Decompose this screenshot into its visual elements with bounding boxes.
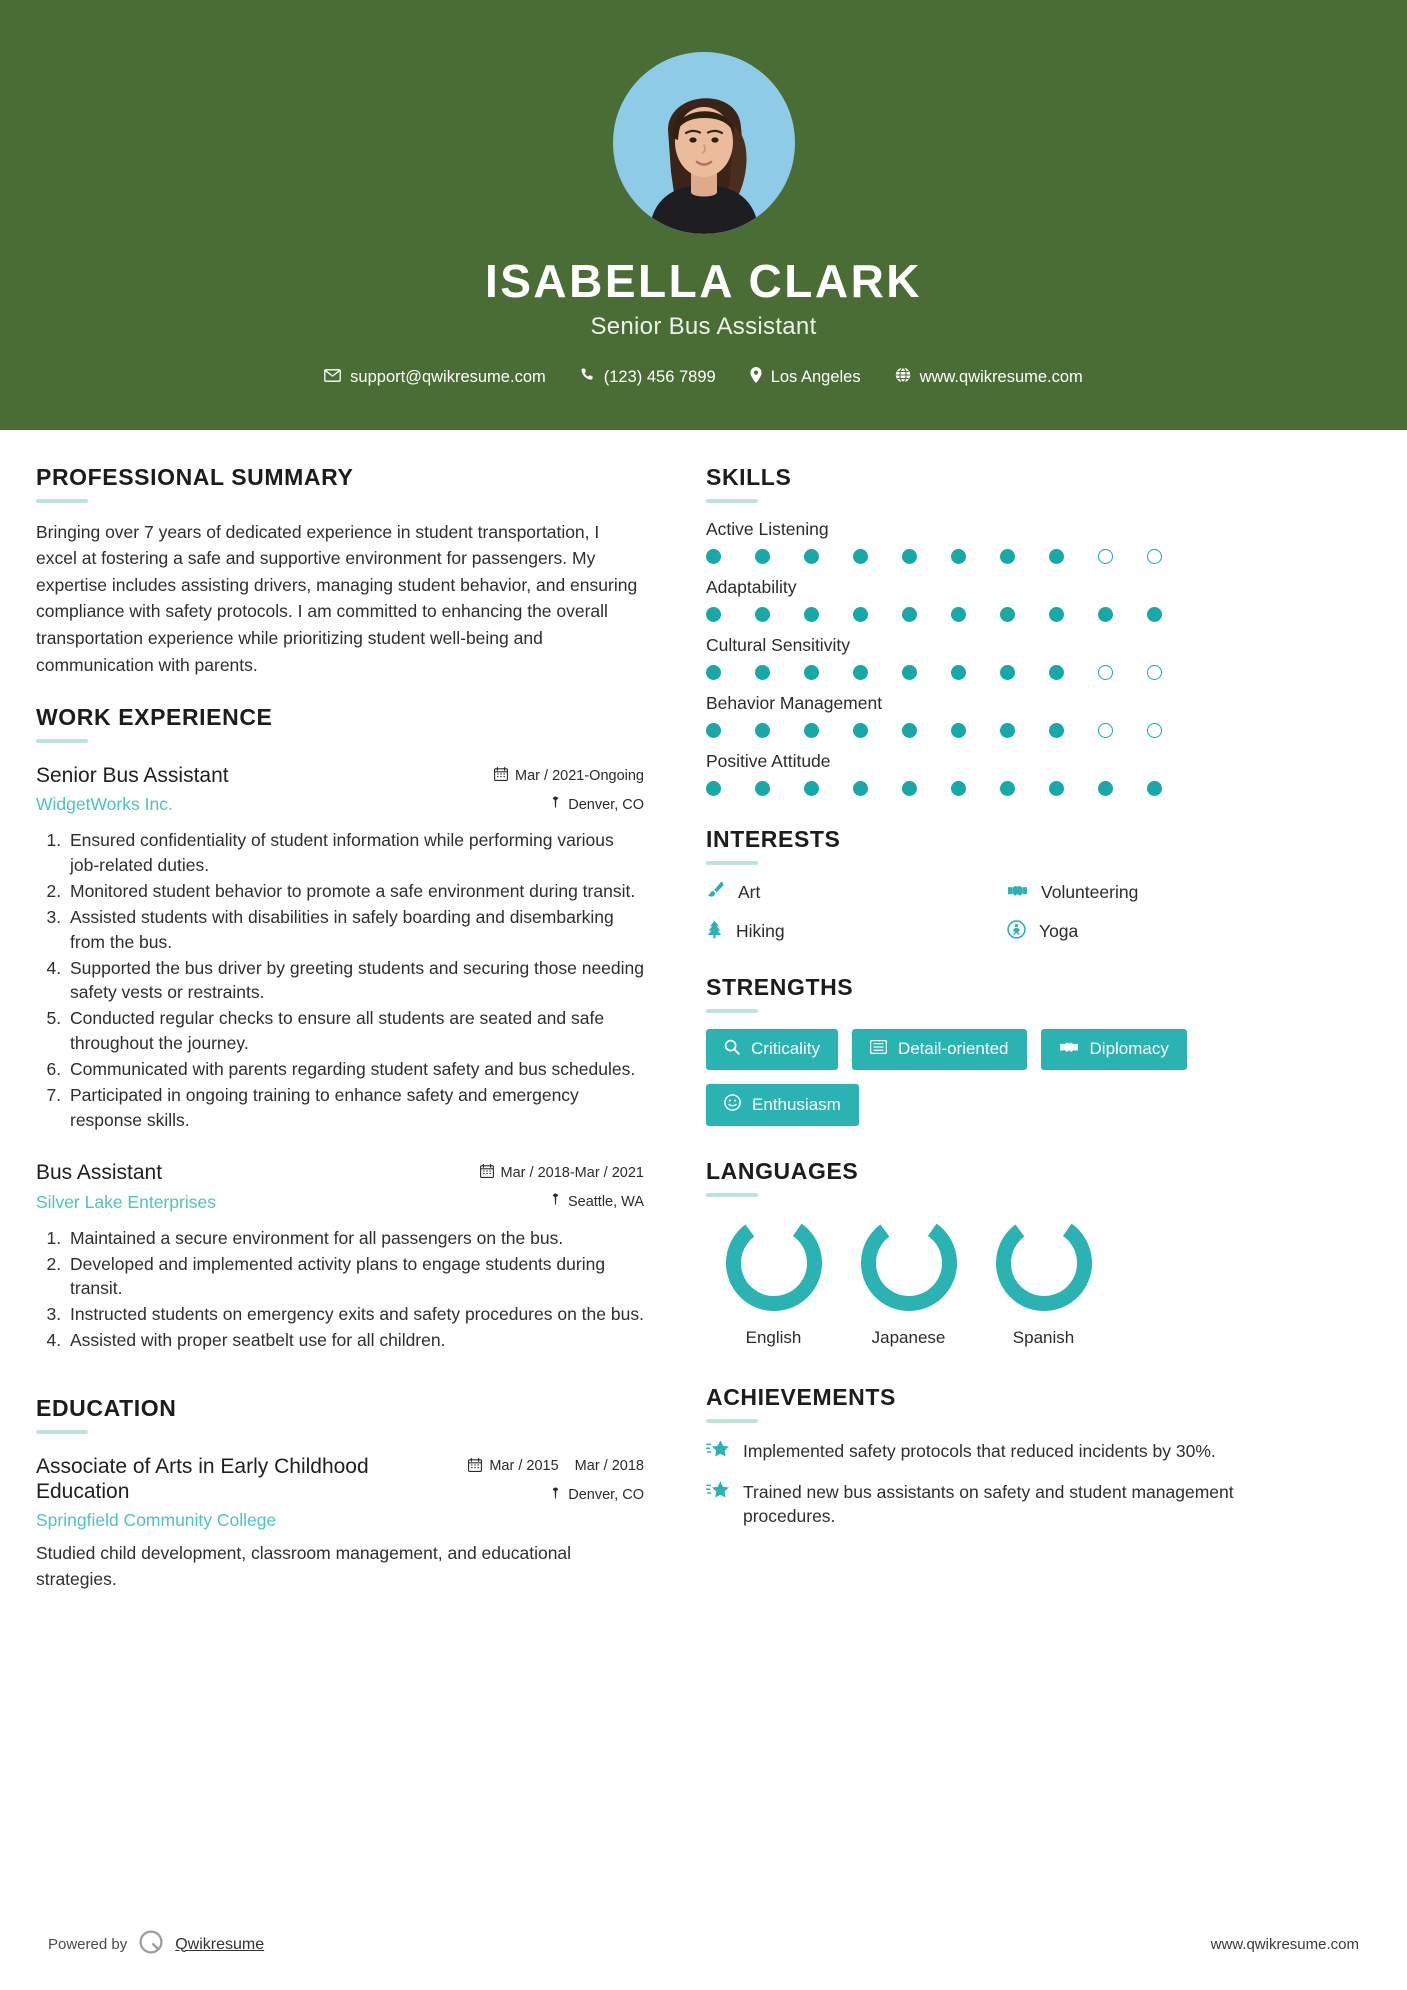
work-entry-meta <box>480 1160 644 1210</box>
section-strengths <box>706 974 1298 1126</box>
strength-label: Diplomacy <box>1089 1039 1169 1059</box>
education-dates <box>468 1458 644 1476</box>
rating-dot-filled <box>1147 607 1162 622</box>
brand-name[interactable]: Qwikresume <box>175 1935 265 1953</box>
map-pin-icon <box>550 1487 561 1504</box>
handshake-icon <box>1059 1039 1079 1060</box>
achievement-text: Trained new bus assistants on safety and student management procedures. <box>743 1481 1234 1527</box>
rating-dot-empty <box>1098 549 1113 564</box>
work-bullet: 2. Monitored student behavior to promote a safe environment during transit. <box>66 879 644 904</box>
yoga-icon <box>1007 920 1026 944</box>
education-school: Springfield Community College <box>36 1510 277 1531</box>
rating-dot-filled <box>853 723 868 738</box>
work-location-text: Seattle, WA <box>567 1193 644 1210</box>
skill-rating <box>706 781 1298 796</box>
work-dates-text: Mar / 2018-Mar / 2021 <box>500 1165 644 1182</box>
star-icon <box>706 1439 730 1466</box>
rating-dot-filled <box>902 607 917 622</box>
section-rule <box>36 739 88 743</box>
handshake-icon <box>1007 882 1028 904</box>
work-bullet: 5. Conducted regular checks to ensure all students are seated and safe throughout the journey. <box>66 1006 644 1056</box>
rating-dot-filled <box>951 723 966 738</box>
education-location-text: Denver, CO <box>568 1487 644 1504</box>
section-heading: INTERESTS <box>706 825 841 852</box>
rating-dot-filled <box>804 607 819 622</box>
skill-rating <box>706 665 1298 680</box>
footer-url[interactable]: www.qwikresume.com <box>1210 1936 1359 1953</box>
rating-dot-filled <box>1098 607 1113 622</box>
skill-label: Positive Attitude <box>706 750 831 771</box>
section-rule <box>706 1193 758 1197</box>
interest-item <box>706 881 997 905</box>
contact-email[interactable] <box>307 368 563 387</box>
work-dates <box>494 767 644 785</box>
rating-dot-filled <box>853 781 868 796</box>
footer <box>0 1929 1407 1960</box>
rating-dot-filled <box>853 665 868 680</box>
avatar-photo <box>613 52 795 234</box>
work-entry <box>36 763 644 1132</box>
work-bullet: 2. Developed and implemented activity plans to engage students during transit. <box>66 1252 644 1302</box>
contact-website-text: www.qwikresume.com <box>919 367 1083 386</box>
language-label: Japanese <box>871 1327 946 1347</box>
work-org: WidgetWorks Inc. <box>36 794 173 815</box>
rating-dot-empty <box>1098 665 1113 680</box>
rating-dot-filled <box>706 723 721 738</box>
work-role: Senior Bus Assistant <box>36 764 229 788</box>
footer-brand-group <box>48 1929 264 1960</box>
work-bullet: 4. Assisted with proper seatbelt use for all children. <box>66 1328 644 1353</box>
rating-dot-filled <box>1049 665 1064 680</box>
rating-dot-filled <box>804 665 819 680</box>
interest-item <box>1007 881 1298 905</box>
work-bullet: 1. Ensured confidentiality of student information while performing various job-related duties. <box>66 828 644 878</box>
location-pin-icon <box>750 367 762 388</box>
rating-dot-empty <box>1098 723 1113 738</box>
achievement-item <box>706 1480 1298 1530</box>
work-bullets <box>36 828 644 1132</box>
section-interests <box>706 826 1298 944</box>
rating-dot-filled <box>951 781 966 796</box>
globe-icon <box>895 367 911 388</box>
skill-item <box>706 751 1298 796</box>
interest-label: Art <box>738 882 761 903</box>
section-achievements <box>706 1384 1298 1530</box>
rating-dot-filled <box>1098 781 1113 796</box>
education-entry-titles <box>36 1454 468 1531</box>
education-entry <box>36 1454 644 1592</box>
work-location-text: Denver, CO <box>568 796 644 813</box>
work-entry-meta <box>494 763 644 813</box>
rating-dot-filled <box>706 781 721 796</box>
resume-header <box>0 0 1407 430</box>
rating-dot-filled <box>804 781 819 796</box>
rating-dot-filled <box>1000 607 1015 622</box>
education-entry-head <box>36 1454 644 1531</box>
section-heading: SKILLS <box>706 463 792 490</box>
work-bullet: 7. Participated in ongoing training to enhance safety and emergency response skills. <box>66 1083 644 1133</box>
rating-dot-filled <box>755 607 770 622</box>
star-icon <box>706 1480 730 1507</box>
work-bullets <box>36 1226 644 1353</box>
education-date-range <box>489 1458 644 1475</box>
work-bullet: 3. Instructed students on emergency exits and safety procedures on the bus. <box>66 1302 644 1327</box>
section-rule <box>706 1419 758 1423</box>
language-donut <box>726 1215 822 1311</box>
rating-dot-empty <box>1147 549 1162 564</box>
contact-phone[interactable] <box>563 367 733 387</box>
section-heading: STRENGTHS <box>706 973 854 1000</box>
section-rule <box>706 861 758 865</box>
language-item <box>706 1215 841 1348</box>
rating-dot-filled <box>804 549 819 564</box>
skill-item <box>706 519 1298 564</box>
rating-dot-filled <box>755 781 770 796</box>
work-entry-titles <box>36 763 494 815</box>
work-entry-head <box>36 763 644 815</box>
contact-website[interactable] <box>878 367 1100 388</box>
rating-dot-filled <box>1147 781 1162 796</box>
contact-location[interactable] <box>733 367 878 388</box>
strength-label: Enthusiasm <box>752 1094 841 1114</box>
skill-item <box>706 577 1298 622</box>
section-heading: ACHIEVEMENTS <box>706 1383 896 1410</box>
strength-chip-enthusiasm[interactable] <box>706 1084 859 1126</box>
strength-chip-detail-oriented[interactable] <box>852 1029 1027 1070</box>
right-column <box>678 464 1298 1556</box>
language-item <box>976 1215 1111 1348</box>
contact-row <box>0 367 1407 388</box>
contact-email-text: support@qwikresume.com <box>350 367 546 386</box>
rating-dot-filled <box>1049 781 1064 796</box>
rating-dot-filled <box>1000 723 1015 738</box>
section-professional-summary <box>36 464 644 679</box>
page-title: ISABELLA CLARK <box>484 255 923 307</box>
rating-dot-empty <box>1147 665 1162 680</box>
phone-icon <box>580 367 595 387</box>
education-location <box>468 1487 644 1504</box>
languages-list <box>706 1215 1298 1348</box>
strength-chip-diplomacy[interactable] <box>1041 1029 1187 1070</box>
interests-grid <box>706 881 1298 944</box>
qwikresume-logo-icon <box>138 1929 164 1960</box>
list-icon <box>870 1039 887 1059</box>
rating-dot-filled <box>902 665 917 680</box>
work-dates-text: Mar / 2021-Ongoing <box>515 768 644 785</box>
rating-dot-filled <box>951 665 966 680</box>
contact-location-text: Los Angeles <box>770 367 861 386</box>
interest-item <box>706 920 997 944</box>
language-item <box>841 1215 976 1348</box>
powered-by-label: Powered by <box>48 1936 128 1953</box>
section-work-experience <box>36 704 644 1353</box>
skill-item <box>706 635 1298 680</box>
work-location <box>494 796 644 813</box>
work-role: Bus Assistant <box>36 1161 163 1185</box>
strength-label: Detail-oriented <box>897 1039 1009 1059</box>
left-column <box>36 464 644 1618</box>
job-title: Senior Bus Assistant <box>590 312 817 340</box>
language-label: English <box>745 1327 802 1347</box>
paintbrush-icon <box>706 881 725 905</box>
language-donut <box>996 1215 1092 1311</box>
section-rule <box>36 1430 88 1434</box>
rating-dot-filled <box>902 549 917 564</box>
skill-label: Active Listening <box>706 518 829 539</box>
rating-dot-filled <box>1000 665 1015 680</box>
skill-rating <box>706 723 1298 738</box>
skill-label: Cultural Sensitivity <box>706 634 850 655</box>
skill-item <box>706 693 1298 738</box>
contact-phone-text: (123) 456 7899 <box>603 367 716 386</box>
education-entry-meta <box>468 1454 644 1504</box>
rating-dot-filled <box>853 549 868 564</box>
rating-dot-filled <box>706 665 721 680</box>
work-bullet: 6. Communicated with parents regarding student safety and bus schedules. <box>66 1057 644 1082</box>
education-date-start: Mar / 2015 <box>489 1458 559 1475</box>
work-bullet: 3. Assisted students with disabilities in safely boarding and disembarking from the bus. <box>66 905 644 955</box>
rating-dot-filled <box>1049 607 1064 622</box>
language-label: Spanish <box>1012 1327 1075 1347</box>
rating-dot-filled <box>755 549 770 564</box>
search-icon <box>724 1039 740 1060</box>
skill-label: Adaptability <box>706 576 797 597</box>
rating-dot-filled <box>1049 723 1064 738</box>
rating-dot-filled <box>706 607 721 622</box>
section-heading: EDUCATION <box>36 1394 177 1421</box>
rating-dot-filled <box>755 723 770 738</box>
rating-dot-filled <box>951 549 966 564</box>
avatar <box>613 52 795 234</box>
rating-dot-filled <box>1000 549 1015 564</box>
section-rule <box>36 499 88 503</box>
skill-rating <box>706 607 1298 622</box>
skill-rating <box>706 549 1298 564</box>
rating-dot-filled <box>804 723 819 738</box>
calendar-icon <box>468 1458 482 1476</box>
language-donut <box>861 1215 957 1311</box>
section-heading: LANGUAGES <box>706 1157 859 1184</box>
resume-body <box>0 430 1407 1618</box>
strength-label: Criticality <box>751 1039 820 1059</box>
skills-list <box>706 519 1298 796</box>
section-rule <box>706 1009 758 1013</box>
section-languages <box>706 1158 1298 1348</box>
work-dates <box>480 1164 644 1182</box>
rating-dot-filled <box>902 781 917 796</box>
summary-text: Bringing over 7 years of dedicated experience in student transportation, I excel at fostering a safe and supportive environment for passengers. My expertise includes assisting drivers, managing student behavior, and ensuring compliance with safety protocols. I am committed to enhancing the overall transportation experience while prioritizing student well-being and communication with parents. <box>36 521 638 675</box>
education-degree: Associate of Arts in Early Childhood Education <box>36 1454 369 1504</box>
rating-dot-filled <box>951 607 966 622</box>
rating-dot-filled <box>706 549 721 564</box>
section-heading: WORK EXPERIENCE <box>36 704 273 731</box>
section-skills <box>706 464 1298 796</box>
work-entry-titles <box>36 1160 480 1212</box>
rating-dot-filled <box>1000 781 1015 796</box>
section-rule <box>706 499 758 503</box>
interest-item <box>1007 920 1298 944</box>
map-pin-icon <box>550 796 561 813</box>
work-bullet: 1. Maintained a secure environment for all passengers on the bus. <box>66 1226 644 1251</box>
work-location <box>480 1193 644 1210</box>
work-org: Silver Lake Enterprises <box>36 1191 216 1212</box>
tree-icon <box>706 920 723 944</box>
envelope-icon <box>324 368 341 387</box>
achievement-text: Implemented safety protocols that reduced incidents by 30%. <box>743 1440 1216 1461</box>
education-description: Studied child development, classroom management, and educational strategies. <box>36 1543 572 1589</box>
calendar-icon <box>494 767 508 785</box>
work-bullet: 4. Supported the bus driver by greeting students and securing those needing safety vests or restraints. <box>66 956 644 1006</box>
interest-label: Yoga <box>1039 921 1079 942</box>
rating-dot-filled <box>755 665 770 680</box>
section-education <box>36 1395 644 1592</box>
achievement-item <box>706 1439 1298 1466</box>
work-entry <box>36 1160 644 1352</box>
calendar-icon <box>480 1164 494 1182</box>
skill-label: Behavior Management <box>706 692 883 713</box>
interest-label: Hiking <box>736 921 785 942</box>
education-date-end: Mar / 2018 <box>574 1458 644 1475</box>
map-pin-icon <box>550 1193 561 1210</box>
strengths-list <box>706 1029 1298 1126</box>
work-entry-head <box>36 1160 644 1212</box>
rating-dot-filled <box>853 607 868 622</box>
smile-icon <box>724 1094 741 1116</box>
rating-dot-filled <box>1049 549 1064 564</box>
rating-dot-empty <box>1147 723 1162 738</box>
section-heading: PROFESSIONAL SUMMARY <box>36 463 354 490</box>
interest-label: Volunteering <box>1041 882 1139 903</box>
strength-chip-criticality[interactable] <box>706 1029 838 1070</box>
rating-dot-filled <box>902 723 917 738</box>
